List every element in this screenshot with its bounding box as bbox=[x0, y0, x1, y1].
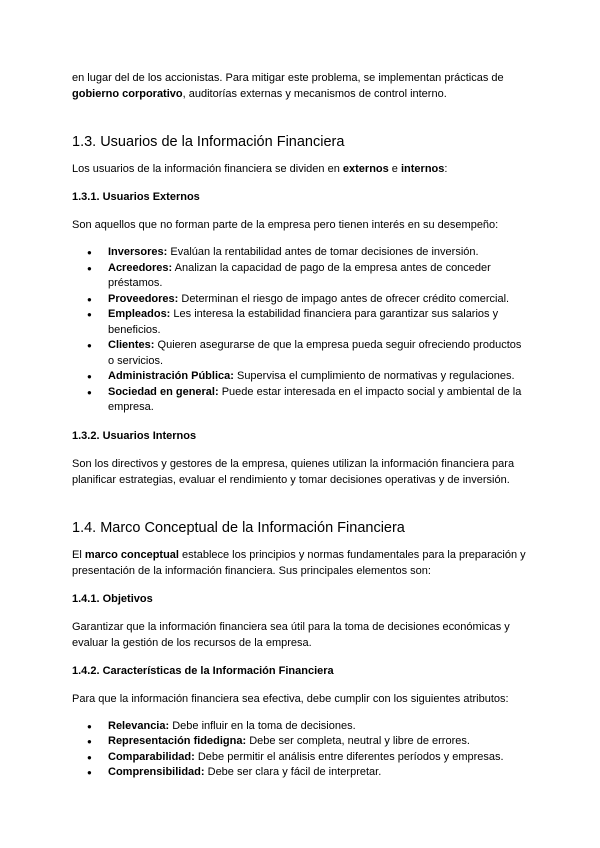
list-item bbox=[72, 292, 530, 308]
section-1-3-paragraph bbox=[72, 161, 530, 177]
list-item-term: Inversores: bbox=[108, 246, 168, 258]
list-item-text: Debe influir en la toma de decisiones. bbox=[169, 719, 356, 732]
subsection-1-3-1-paragraph: Son aquellos que no forman parte de la empresa pero tienen interés en su desempeño: bbox=[72, 219, 499, 231]
intro-bold-term: gobierno corporativo bbox=[72, 88, 183, 100]
list-item-text: Evalúan la rentabilidad antes de tomar decisiones de inversión. bbox=[167, 246, 479, 258]
subsection-1-3-2-paragraph: Son los directivos y gestores de la empresa, quienes utilizan la información financiera para planificar estrategias, evaluar el rendimiento y tomar decisiones operativas y de inversión. bbox=[72, 457, 515, 486]
list-item bbox=[72, 369, 530, 385]
section-1-4-heading: 1.4. Marco Conceptual de la Información Financiera bbox=[72, 519, 405, 536]
list-item-text: Determinan el riesgo de impago antes de ofrecer crédito comercial. bbox=[178, 292, 510, 305]
list-item-term: Empleados: bbox=[108, 308, 171, 320]
list-item bbox=[72, 765, 530, 781]
text-run: El bbox=[72, 548, 85, 561]
list-item-term: Comparabilidad: bbox=[108, 750, 195, 763]
list-item-term: Relevancia: bbox=[108, 719, 170, 732]
list-item-text: Debe permitir el análisis entre diferentes períodos y empresas. bbox=[194, 750, 504, 763]
subsection-1-4-2-heading: 1.4.2. Características de la Información Financiera bbox=[72, 664, 334, 677]
list-item-term: Proveedores: bbox=[108, 292, 179, 305]
list-item-term: Representación fidedigna: bbox=[108, 735, 247, 747]
bold-externos: externos bbox=[342, 163, 389, 175]
list-item-text: Puede estar interesada en el impacto social y ambiental de la empresa. bbox=[108, 385, 522, 413]
intro-paragraph bbox=[72, 70, 530, 102]
list-item-term: Administración Pública: bbox=[108, 370, 234, 382]
list-item-term: Acreedores: bbox=[108, 261, 173, 274]
list-item bbox=[72, 385, 530, 416]
attributes-list bbox=[72, 719, 530, 781]
subsection-1-4-2-paragraph: Para que la información financiera sea efectiva, debe cumplir con los siguientes atributos: bbox=[72, 692, 509, 705]
text-run: establece los principios y normas fundamentales para la preparación y presentación de la información financiera. Sus principales elementos son: bbox=[72, 548, 526, 577]
list-item-text: Debe ser clara y fácil de interpretar. bbox=[204, 766, 382, 778]
list-item-term: Comprensibilidad: bbox=[108, 766, 205, 778]
list-item bbox=[72, 245, 530, 261]
section-1-4-paragraph bbox=[72, 547, 530, 579]
section-1-3-heading: 1.3. Usuarios de la Información Financiera bbox=[72, 134, 345, 150]
list-item-text: Analizan la capacidad de pago de la empresa antes de conceder préstamos. bbox=[108, 261, 491, 289]
list-item bbox=[72, 338, 530, 369]
list-item bbox=[72, 750, 530, 766]
list-item-text: Quieren asegurarse de que la empresa pueda seguir ofreciendo productos o servicios. bbox=[108, 339, 522, 367]
subsection-1-3-1-heading: 1.3.1. Usuarios Externos bbox=[72, 191, 200, 203]
text-run: e bbox=[388, 163, 401, 175]
subsection-1-3-2-heading: 1.3.2. Usuarios Internos bbox=[72, 429, 197, 442]
list-item-text: Supervisa el cumplimiento de normativas y regulaciones. bbox=[233, 370, 515, 382]
intro-line1: en lugar del de los accionistas. Para mitigar este problema, se implementan prácticas de bbox=[72, 72, 504, 84]
list-item-text: Les interesa la estabilidad financiera para garantizar sus salarios y beneficios. bbox=[108, 308, 499, 336]
text-run: : bbox=[444, 163, 448, 175]
list-item-term: Clientes: bbox=[108, 339, 155, 351]
intro-line2-rest: , auditorías externas y mecanismos de control interno. bbox=[182, 88, 447, 100]
subsection-1-4-1-paragraph: Garantizar que la información financiera sea útil para la toma de decisiones económicas y evaluar la gestión de los recursos de la empresa. bbox=[72, 620, 510, 649]
external-users-list bbox=[72, 245, 530, 416]
text-run: Los usuarios de la información financiera se dividen en bbox=[72, 163, 343, 175]
list-item bbox=[72, 734, 530, 750]
list-item-text: Debe ser completa, neutral y libre de errores. bbox=[246, 735, 470, 747]
bold-marco-conceptual: marco conceptual bbox=[84, 548, 179, 561]
document-page bbox=[72, 70, 530, 781]
list-item bbox=[72, 307, 530, 338]
list-item-term: Sociedad en general: bbox=[108, 385, 219, 398]
subsection-1-4-1-heading: 1.4.1. Objetivos bbox=[72, 592, 153, 605]
list-item bbox=[72, 261, 530, 292]
bold-internos: internos bbox=[400, 163, 445, 175]
list-item bbox=[72, 719, 530, 735]
